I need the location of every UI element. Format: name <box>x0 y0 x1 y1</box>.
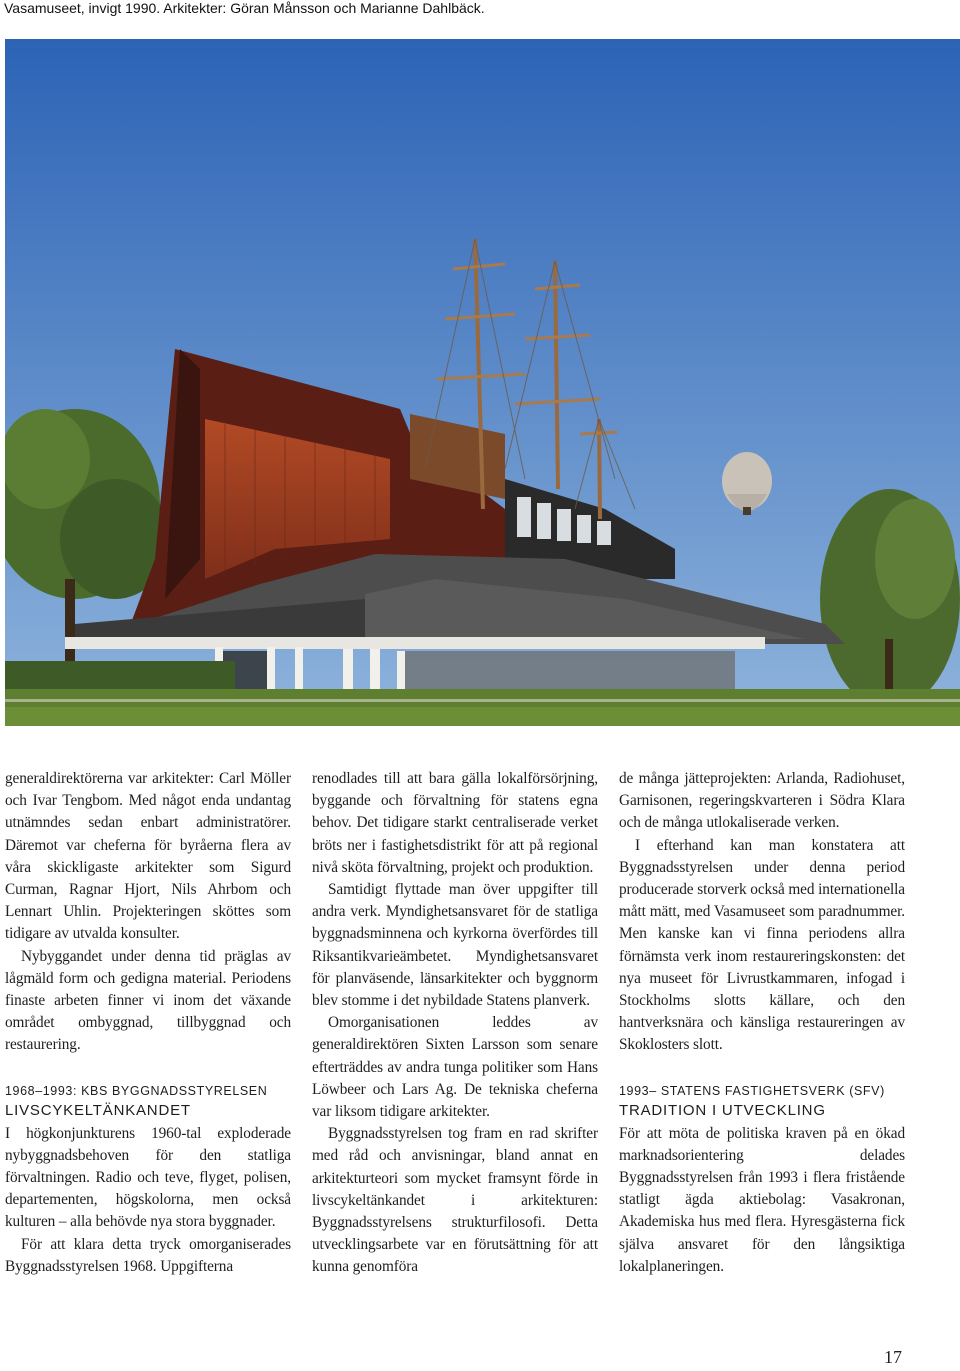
section-heading: LIVSCYKELTÄNKANDET <box>5 1101 191 1119</box>
photo-caption: Vasamuseet, invigt 1990. Arkitekter: Göran Månsson och Marianne Dahlbäck. <box>4 0 485 16</box>
colonnade-base <box>65 637 765 649</box>
text-column-1 <box>5 768 291 1278</box>
text-column-3 <box>619 768 905 1278</box>
text-column-2 <box>312 768 598 1279</box>
paragraph: de många jätteprojekten: Arlanda, Radiohuset, Garnisonen, regeringskvarteren i Södra Klara och de många utlokaliserade verken. <box>619 770 905 832</box>
paragraph: I efterhand kan man konstatera att Byggnadsstyrelsen under denna period producerade storverk också med internationella mått mätt, med Vasamuseet som paradnummer. Men kanske kan vi finna periodens allra förnämsta verk inom restaureringskonsten: det nya museet för Livrustkammaren, infogad i Stockholms slotts källare, och den hantverksnära och känsliga restaureringen av Skoklosters slott. <box>619 836 905 1054</box>
paragraph: För att klara detta tryck omorganiserades Byggnadsstyrelsen 1968. Uppgifterna <box>5 1235 291 1275</box>
paragraph: Samtidigt flyttade man över uppgifter till andra verk. Myndighetsansvaret för de statliga byggnadsminnena och kyrkorna överfördes till Riksantikvarieämbetet. Myndighetsansvaret för planväsende, länsarkitekter och byggnorm blev stomme i det nybildade Statens planverk. <box>312 881 598 1010</box>
section-kicker: 1993– STATENS FASTIGHETSVERK (SFV) <box>619 1083 885 1098</box>
paragraph: För att möta de politiska kraven på en ökad marknadsorientering delades Byggnadsstyrelsen från 1993 i flera fristående statligt ägda aktiebolag: Vasakronan, Akademiska hus med flera. Hyresgästerna fick själva ansvaret för den långsiktiga lokalplaneringen. <box>619 1124 905 1275</box>
vasa-museum-photo <box>5 39 960 726</box>
section-heading: TRADITION I UTVECKLING <box>619 1101 826 1119</box>
paragraph: renodlades till att bara gälla lokalförsörjning, byggande och förvaltning för statens egna behov. Det tidigare starkt centraliserade verket bröts ner i fastighetsdistrikt för att på regional nivå sköta förvaltning, projekt och produktion. <box>312 770 598 876</box>
paragraph: Nybyggandet under denna tid präglas av lågmäld form och gedigna material. Periodens finaste arbeten finner vi inom det växande området ombyggnad, tillbyggnad och restaurering. <box>5 947 291 1054</box>
right-tree <box>820 489 960 709</box>
paragraph: Omorganisationen leddes av generaldirektören Sixten Larsson som senare efterträddes av andra tunga politiker som Hans Löwbeer och Lars Ag. De tekniska cheferna var liksom tidigare arkitekter. <box>312 1014 598 1121</box>
paragraph: generaldirektörerna var arkitekter: Carl Möller och Ivar Tengbom. Med något enda undantag utnämndes sedan enbart administratörer. Däremot var cheferna för byråerna flera av våra skickligaste arkitekter som Sigurd Curman, Ragnar Hjort, Nils Ahrbom och Lennart Uhlin. Projekteringen sköttes som tidigare av utvalda konsulter. <box>5 770 291 943</box>
section-kicker: 1968–1993: KBS BYGGNADSSTYRELSEN <box>5 1083 268 1098</box>
paragraph: Byggnadsstyrelsen tog fram en rad skrifter med råd och anvisningar, bland annat en arkitekturteori som mycket framsynt förde in livscykeltänkandet i arkitekturen: Byggnadsstyrelsens strukturfilosofi. Detta utvecklingsarbete var en förutsättning för att kunna genomföra <box>312 1125 598 1276</box>
page-number: 17 <box>884 1347 902 1367</box>
paragraph: I högkonjunkturens 1960-tal exploderade nybyggnadsbehoven för den statliga förvaltningen. Radio och teve, flyget, polisen, departementen, högskolorna, men också kulturen – alla behövde nya stora byggnader. <box>5 1124 291 1231</box>
